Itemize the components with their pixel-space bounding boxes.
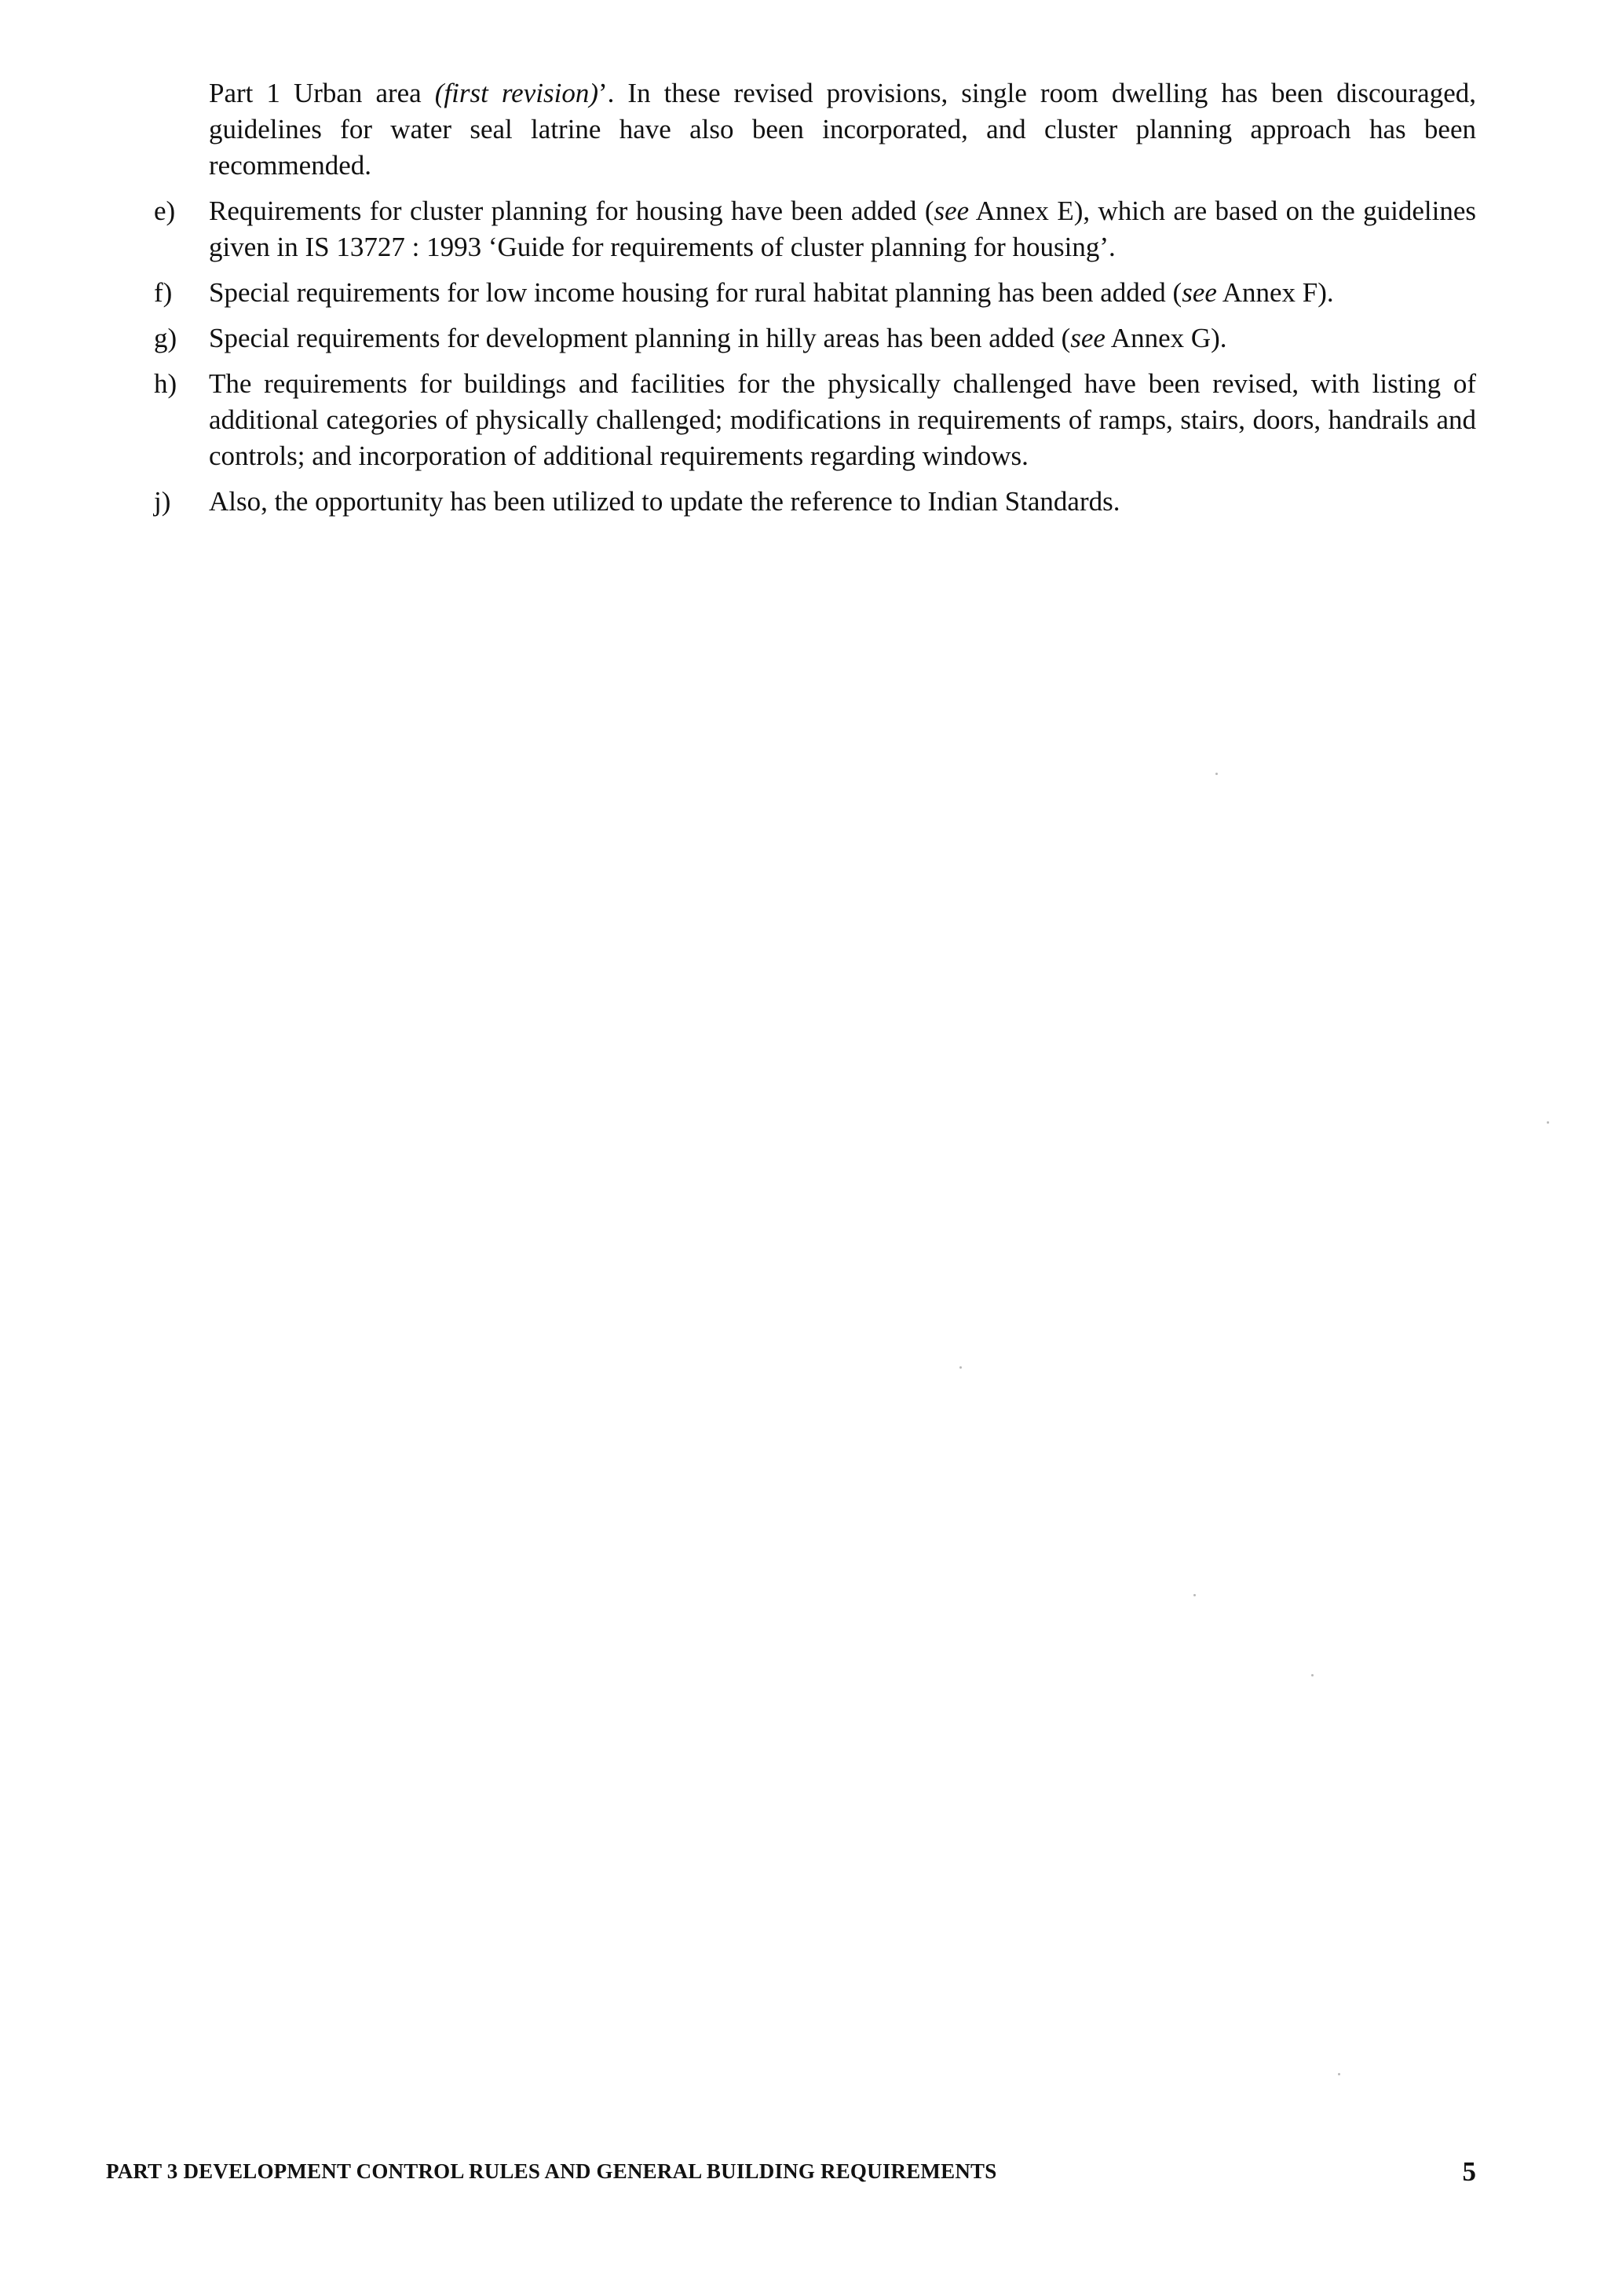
list-item-e bbox=[110, 193, 1476, 265]
scan-speck bbox=[1215, 773, 1218, 775]
page-footer bbox=[106, 2156, 1476, 2191]
scan-speck bbox=[1338, 2073, 1340, 2075]
list-item-g bbox=[110, 320, 1476, 356]
list-marker: h) bbox=[154, 368, 177, 399]
list-item-text: Requirements for cluster planning for housing have been added (see Annex E), which are based on the guidelines given in IS 13727 : 1993 ‘Guide for requirements of cluster planning for housing’. bbox=[209, 196, 1476, 262]
list-item-text: Part 1 Urban area (first revision)’. In these revised provisions, single room dwelling has been discouraged, guidelines for water seal latrine have also been incorporated, and cluster planning approach has been recommended. bbox=[209, 78, 1476, 181]
footer-running-title: PART 3 DEVELOPMENT CONTROL RULES AND GENERAL BUILDING REQUIREMENTS bbox=[106, 2159, 997, 2183]
scan-speck bbox=[1547, 1121, 1549, 1124]
list-item-f bbox=[110, 275, 1476, 311]
list-item-text: Special requirements for low income housing for rural habitat planning has been added (see Annex F). bbox=[209, 277, 1334, 308]
list-marker: e) bbox=[154, 196, 176, 226]
list-item-h bbox=[110, 366, 1476, 474]
scan-speck bbox=[959, 1366, 962, 1369]
scan-speck bbox=[1311, 1674, 1314, 1676]
list-marker: f) bbox=[154, 277, 173, 308]
list-item-text: The requirements for buildings and facilities for the physically challenged have been revised, with listing of additional categories of physically challenged; modifications in requirements of ramps, stairs, doors, handrails and controls; and incorporation of additional requirements regarding windows. bbox=[209, 368, 1476, 471]
body-text bbox=[110, 75, 1476, 529]
page-number: 5 bbox=[1462, 2156, 1476, 2187]
list-item-continuation bbox=[110, 75, 1476, 184]
scan-speck bbox=[1193, 1594, 1196, 1596]
list-item-j bbox=[110, 484, 1476, 520]
list-marker: g) bbox=[154, 323, 177, 353]
list-item-text: Special requirements for development planning in hilly areas has been added (see Annex G). bbox=[209, 323, 1227, 353]
list-marker: j) bbox=[154, 486, 171, 517]
list-item-text: Also, the opportunity has been utilized to update the reference to Indian Standards. bbox=[209, 486, 1120, 517]
